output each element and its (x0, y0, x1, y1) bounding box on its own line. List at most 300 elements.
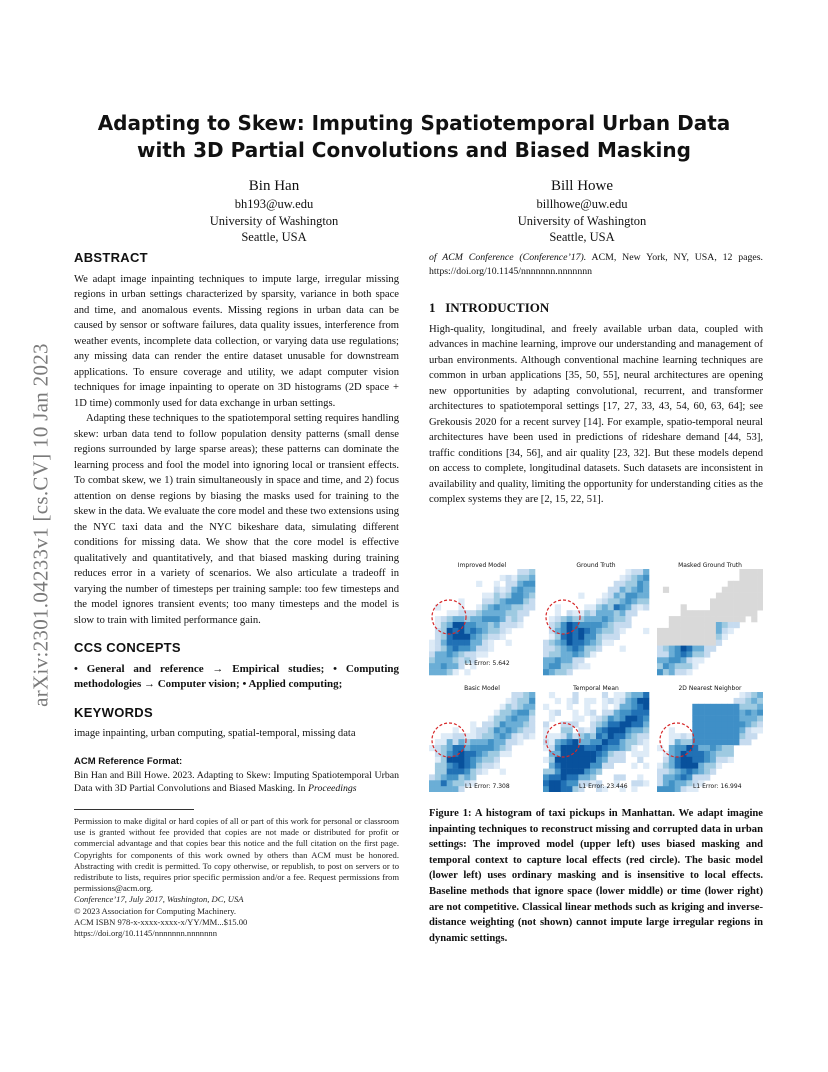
heatmap-cell (602, 721, 608, 727)
heatmap-cell (637, 757, 643, 763)
abstract-paragraph-1: We adapt image inpainting techniques to impute large, irregular missing regions in urban settings characterized by sparsity, variance in both space and time, and anomalous events. Missing regions in urban data can be caused by sensor or software failures, data quality issues, interference from weather events, incomplete data collection, or varying data use regulations; any missing data can render the entire dataset unusable for downstream applications. To ensure coverage and utility, we adapt computer vision techniques for image inpainting to operate on 3D histograms (2D space + 1D time) commonly used for data exchange in urban settings. (74, 273, 399, 409)
heatmap-cell (584, 646, 590, 652)
heatmap-cell (476, 616, 482, 622)
heatmap-cell (698, 774, 704, 780)
heatmap-cell (698, 634, 704, 640)
heatmap-cell (435, 769, 441, 775)
heatmap-cell (561, 657, 567, 663)
paper-title (74, 110, 754, 164)
heatmap-cell (739, 739, 745, 745)
heatmap-cell (734, 733, 740, 739)
heatmap-cell (698, 710, 704, 716)
heatmap-cell (555, 698, 561, 704)
heatmap-cell (500, 593, 506, 599)
heatmap-cell (523, 710, 529, 716)
author-block-1 (144, 176, 404, 246)
heatmap-cell (686, 739, 692, 745)
heatmap-cell (572, 774, 578, 780)
heatmap-cell (686, 657, 692, 663)
heatmap-cell (602, 757, 608, 763)
heatmap-cell (745, 598, 751, 604)
heatmap-cell (734, 610, 740, 616)
heatmap-cell (686, 610, 692, 616)
heatmap-cell (669, 669, 675, 675)
heatmap-cell (555, 710, 561, 716)
heatmap-cell (529, 692, 535, 698)
heatmap-cell (716, 593, 722, 599)
heatmap-cell (596, 739, 602, 745)
heatmap-cell (739, 604, 745, 610)
heatmap-cell (523, 727, 529, 733)
heatmap-cell (584, 698, 590, 704)
heatmap-cell (543, 640, 549, 646)
heatmap-cell (675, 651, 681, 657)
heatmap-cell (555, 733, 561, 739)
heatmap-cell (710, 634, 716, 640)
heatmap-cell (657, 657, 663, 663)
heatmap-cell (698, 751, 704, 757)
heatmap-cell (567, 657, 573, 663)
heatmap-cell (704, 769, 710, 775)
heatmap-cell (692, 751, 698, 757)
heatmap-cell (681, 622, 687, 628)
heatmap-cell (517, 733, 523, 739)
heatmap-cell (643, 745, 649, 751)
heatmap-cell (614, 757, 620, 763)
heatmap-cell (453, 610, 459, 616)
heatmap-cell (643, 727, 649, 733)
heatmap-cell (698, 628, 704, 634)
heatmap-cell (470, 774, 476, 780)
heatmap-cell (631, 745, 637, 751)
heatmap-cell (511, 704, 517, 710)
heatmap-cell (464, 640, 470, 646)
heatmap-cell (734, 710, 740, 716)
heatmap-cell (669, 646, 675, 652)
heatmap-cell (578, 739, 584, 745)
heatmap-cell (716, 763, 722, 769)
heatmap-cell (506, 581, 512, 587)
heatmap-cell (584, 704, 590, 710)
heatmap-cell (470, 763, 476, 769)
heatmap-cell (590, 622, 596, 628)
heatmap-cell (435, 669, 441, 675)
heatmap-cell (464, 739, 470, 745)
heatmap-cell (625, 569, 631, 575)
heatmap-cell (543, 663, 549, 669)
heatmap-cell (482, 757, 488, 763)
heatmap-cell (578, 657, 584, 663)
heatmap-cell (529, 581, 535, 587)
heatmap-cell (549, 780, 555, 786)
heatmap-cell (704, 751, 710, 757)
heatmap-cell (590, 651, 596, 657)
heatmap-cell (584, 774, 590, 780)
heatmap-cell (500, 616, 506, 622)
heatmap-cell (429, 669, 435, 675)
heatmap-cell (529, 593, 535, 599)
heatmap-cell (517, 704, 523, 710)
heatmap-cell (608, 733, 614, 739)
heatmap-cell (482, 598, 488, 604)
heatmap-cell (631, 698, 637, 704)
author-name: Bill Howe (550, 178, 614, 194)
heatmap-cell (692, 757, 698, 763)
heatmap-cell (572, 692, 578, 698)
heatmap-cell (631, 593, 637, 599)
heatmap-cell (681, 774, 687, 780)
heatmap-cell (441, 669, 447, 675)
heatmap-cell (625, 587, 631, 593)
heatmap-cell (596, 769, 602, 775)
heatmap-cell (506, 727, 512, 733)
heatmap-cell (728, 733, 734, 739)
heatmap-cell (464, 763, 470, 769)
heatmap-cell (663, 657, 669, 663)
heatmap-cell (631, 727, 637, 733)
heatmap-cell (549, 651, 555, 657)
heatmap-cell (643, 604, 649, 610)
heatmap-cell (620, 598, 626, 604)
heatmap-cell (470, 646, 476, 652)
heatmap-cell (561, 763, 567, 769)
heatmap-cell (686, 651, 692, 657)
heatmap-cell (728, 598, 734, 604)
heatmap-cell (608, 604, 614, 610)
heatmap-cell (625, 710, 631, 716)
heatmap-cell (698, 657, 704, 663)
heatmap-cell (692, 651, 698, 657)
heatmap-cell (631, 739, 637, 745)
heatmap-cell (567, 663, 573, 669)
heatmap-cell (596, 751, 602, 757)
heatmap-cell (637, 569, 643, 575)
heatmap-cell (567, 745, 573, 751)
heatmap-cell (572, 763, 578, 769)
heatmap-cell (739, 727, 745, 733)
heatmap-cell (657, 786, 663, 792)
heatmap-cell (511, 710, 517, 716)
heatmap-cell (470, 616, 476, 622)
heatmap-cell (692, 640, 698, 646)
heatmap-cell (596, 634, 602, 640)
heatmap-cell (686, 745, 692, 751)
heatmap-cell (453, 651, 459, 657)
heatmap-cell (704, 757, 710, 763)
figure-panel (429, 685, 535, 792)
heatmap-cell (453, 745, 459, 751)
heatmap-cell (567, 780, 573, 786)
heatmap-cell (681, 663, 687, 669)
heatmap-cell (517, 575, 523, 581)
heatmap-cell (608, 610, 614, 616)
heatmap-cell (500, 710, 506, 716)
heatmap-cell (739, 692, 745, 698)
heatmap-cell (620, 692, 626, 698)
acm-reference-heading: ACM Reference Format: (74, 755, 183, 767)
heatmap-cell (739, 616, 745, 622)
heatmap-cell (675, 616, 681, 622)
figure-panel (429, 562, 535, 675)
heatmap-cell (745, 692, 751, 698)
heatmap-cell (567, 616, 573, 622)
heatmap-cell (517, 721, 523, 727)
heatmap-cell (757, 598, 763, 604)
heatmap-cell (441, 763, 447, 769)
heatmap-cell (578, 640, 584, 646)
heatmap-cell (458, 622, 464, 628)
heatmap-cell (482, 604, 488, 610)
heatmap-cell (500, 733, 506, 739)
heatmap-cell (511, 721, 517, 727)
heatmap-cell (584, 622, 590, 628)
heatmap-cell (739, 721, 745, 727)
heatmap-cell (464, 669, 470, 675)
heatmap-cell (716, 640, 722, 646)
heatmap-cell (602, 610, 608, 616)
heatmap-cell (435, 663, 441, 669)
heatmap-cell (523, 698, 529, 704)
heatmap-cell (625, 575, 631, 581)
panel-title: Improved Model (457, 562, 507, 569)
heatmap-cell (620, 581, 626, 587)
heatmap-cell (453, 780, 459, 786)
heatmap-cell (567, 757, 573, 763)
heatmap-cell (572, 646, 578, 652)
heatmap-cell (728, 604, 734, 610)
heatmap-cell (470, 745, 476, 751)
heatmap-cell (704, 610, 710, 616)
heatmap-cell (517, 622, 523, 628)
heatmap-cell (458, 651, 464, 657)
heatmap-cell (441, 769, 447, 775)
heatmap-cell (458, 616, 464, 622)
heatmap-cell (429, 786, 435, 792)
heatmap-cell (549, 646, 555, 652)
heatmap-cell (476, 604, 482, 610)
heatmap-cell (710, 640, 716, 646)
heatmap-cell (620, 622, 626, 628)
heatmap-cell (692, 634, 698, 640)
figure-1-caption: Figure 1: A histogram of taxi pickups in Manhattan. We adapt imagine inpainting techniques to reconstruct missing and corrupted data in urban settings: The improved model (upper left) uses biased masking and temporal context to capture local effects (red circle). The basic model (lower left) uses ordinary masking and is insensitive to local effects. Baseline methods that ignore space (lower middle) or time (lower right) are not competitive. Classical linear methods such as kriging and inverse-distance weighting (not shown) cannot impute large irregular regions in dynamic settings. (429, 808, 763, 944)
heatmap-cell (625, 593, 631, 599)
heatmap-cell (567, 739, 573, 745)
heatmap-cell (506, 745, 512, 751)
heatmap-cell (517, 698, 523, 704)
heatmap-cell (614, 751, 620, 757)
heatmap-cell (669, 634, 675, 640)
heatmap-cell (637, 739, 643, 745)
heatmap-cell (722, 628, 728, 634)
heatmap-cell (561, 769, 567, 775)
heatmap-cell (447, 739, 453, 745)
heatmap-cell (453, 640, 459, 646)
heatmap-cell (686, 634, 692, 640)
heatmap-cell (453, 733, 459, 739)
heatmap-cell (698, 763, 704, 769)
heatmap-cell (549, 763, 555, 769)
heatmap-cell (757, 593, 763, 599)
heatmap-cell (716, 716, 722, 722)
heatmap-cell (608, 587, 614, 593)
heatmap-cell (429, 663, 435, 669)
heatmap-cell (476, 634, 482, 640)
heatmap-cell (572, 634, 578, 640)
heatmap-cell (511, 610, 517, 616)
heatmap-cell (511, 716, 517, 722)
heatmap-cell (506, 721, 512, 727)
heatmap-cell (470, 757, 476, 763)
heatmap-cell (710, 739, 716, 745)
heatmap-cell (453, 769, 459, 775)
heatmap-cell (429, 651, 435, 657)
heatmap-cell (625, 745, 631, 751)
heatmap-cell (704, 739, 710, 745)
heatmap-cell (494, 716, 500, 722)
heatmap-cell (751, 575, 757, 581)
heatmap-cell (698, 716, 704, 722)
heatmap-cell (698, 610, 704, 616)
heatmap-cell (637, 692, 643, 698)
heatmap-cell (608, 739, 614, 745)
heatmap-cell (620, 745, 626, 751)
heatmap-cell (745, 593, 751, 599)
heatmap-cell (590, 716, 596, 722)
heatmap-cell (643, 710, 649, 716)
heatmap-cell (476, 733, 482, 739)
heatmap-cell (625, 692, 631, 698)
heatmap-cell (494, 616, 500, 622)
heatmap-cell (681, 616, 687, 622)
heatmap-cell (511, 575, 517, 581)
heatmap-cell (739, 587, 745, 593)
heatmap-cell (482, 721, 488, 727)
heatmap-cell (482, 628, 488, 634)
heatmap-cell (464, 646, 470, 652)
heatmap-cell (698, 769, 704, 775)
heatmap-cell (549, 663, 555, 669)
heatmap-cell (596, 727, 602, 733)
heatmap-cell (716, 727, 722, 733)
heatmap-cell (637, 593, 643, 599)
heatmap-cell (584, 727, 590, 733)
heatmap-cell (584, 745, 590, 751)
heatmap-cell (602, 628, 608, 634)
heatmap-cell (681, 628, 687, 634)
heatmap-cell (745, 721, 751, 727)
heatmap-cell (614, 610, 620, 616)
figure-1-grid (429, 560, 763, 792)
heatmap-cell (625, 727, 631, 733)
heatmap-cell (590, 610, 596, 616)
heatmap-cell (476, 646, 482, 652)
heatmap-cell (745, 733, 751, 739)
permission-footnote (74, 816, 399, 939)
heatmap-cell (488, 733, 494, 739)
heatmap-cell (728, 751, 734, 757)
heatmap-cell (675, 774, 681, 780)
heatmap-cell (447, 663, 453, 669)
heatmap-cell (734, 704, 740, 710)
heatmap-cell (447, 634, 453, 640)
heatmap-cell (692, 646, 698, 652)
heatmap-cell (751, 721, 757, 727)
heatmap-cell (614, 634, 620, 640)
heatmap-cell (722, 733, 728, 739)
heatmap-cell (572, 610, 578, 616)
heatmap-cell (608, 622, 614, 628)
heatmap-cell (584, 733, 590, 739)
heatmap-cell (637, 698, 643, 704)
heatmap-cell (447, 751, 453, 757)
heatmap-cell (745, 575, 751, 581)
heatmap-cell (643, 628, 649, 634)
heatmap-cell (745, 604, 751, 610)
heatmap-cell (567, 634, 573, 640)
heatmap-cell (482, 616, 488, 622)
author-name: Bin Han (248, 178, 300, 194)
heatmap-cell (745, 704, 751, 710)
heatmap-cell (476, 757, 482, 763)
heatmap-cell (529, 721, 535, 727)
heatmap-cell (590, 774, 596, 780)
heatmap-cell (643, 587, 649, 593)
heatmap-cell (435, 646, 441, 652)
figure-panel (543, 685, 649, 792)
heatmap-cell (447, 757, 453, 763)
heatmap-cell (584, 710, 590, 716)
heatmap-cell (657, 640, 663, 646)
heatmap-cell (543, 745, 549, 751)
heatmap-cell (458, 634, 464, 640)
heatmap-cell (614, 774, 620, 780)
heatmap-cell (464, 757, 470, 763)
heatmap-cell (745, 698, 751, 704)
heatmap-cell (555, 774, 561, 780)
heatmap-cell (561, 733, 567, 739)
heatmap-cell (698, 745, 704, 751)
heatmap-cell (620, 646, 626, 652)
acm-reference-text: Bin Han and Bill Howe. 2023. Adapting to Skew: Imputing Spatiotemporal Urban Data with 3D Partial Convolutions and Biased Masking. In Proceedings (74, 770, 399, 794)
heatmap-cell (482, 593, 488, 599)
heatmap-cell (722, 587, 728, 593)
copyright-line: © 2023 Association for Computing Machinery. (74, 905, 237, 916)
panel-title: 2D Nearest Neighbor (678, 685, 742, 692)
abstract-paragraph-2: Adapting these techniques to the spatiotemporal setting requires handling skew: urban data tend to follow population density patterns (small dense regions surrounded by large sparse areas); these patterns can dominate the learning process and fool the model into ignoring local or transient effects. To combat skew, we 1) train simultaneously in space and time, and 2) focus attention on dense regions by biasing the masks used for training to the skew in the data. We evaluate the core model and these two extensions using the NYC taxi data and the NYC bikeshare data, simulating different conditions for missing data. We show that the core model is effective qualitatively and quantitatively, and that biased masking during training reduces error in a variety of scenarios. We also articulate a tradeoff in varying the number of timesteps per training sample: too few timesteps and the model ignores transient events; too many timesteps and the model is slow to train with limited performance gain. (74, 413, 399, 626)
heatmap-cell (572, 733, 578, 739)
heatmap-cell (614, 698, 620, 704)
heatmap-cell (506, 716, 512, 722)
heatmap-cell (757, 704, 763, 710)
heatmap-cell (608, 716, 614, 722)
heatmap-cell (739, 716, 745, 722)
heatmap-cell (728, 628, 734, 634)
heatmap-cell (745, 710, 751, 716)
heatmap-cell (517, 604, 523, 610)
heatmap-cell (506, 575, 512, 581)
heatmap-cell (567, 640, 573, 646)
heatmap-cell (602, 745, 608, 751)
heatmap-cell (470, 628, 476, 634)
heatmap-cell (710, 646, 716, 652)
heatmap-cell (543, 704, 549, 710)
heatmap-cell (470, 622, 476, 628)
heatmap-cell (608, 640, 614, 646)
heatmap-cell (710, 710, 716, 716)
heatmap-cell (716, 745, 722, 751)
heatmap-cell (751, 716, 757, 722)
heatmap-cell (517, 593, 523, 599)
